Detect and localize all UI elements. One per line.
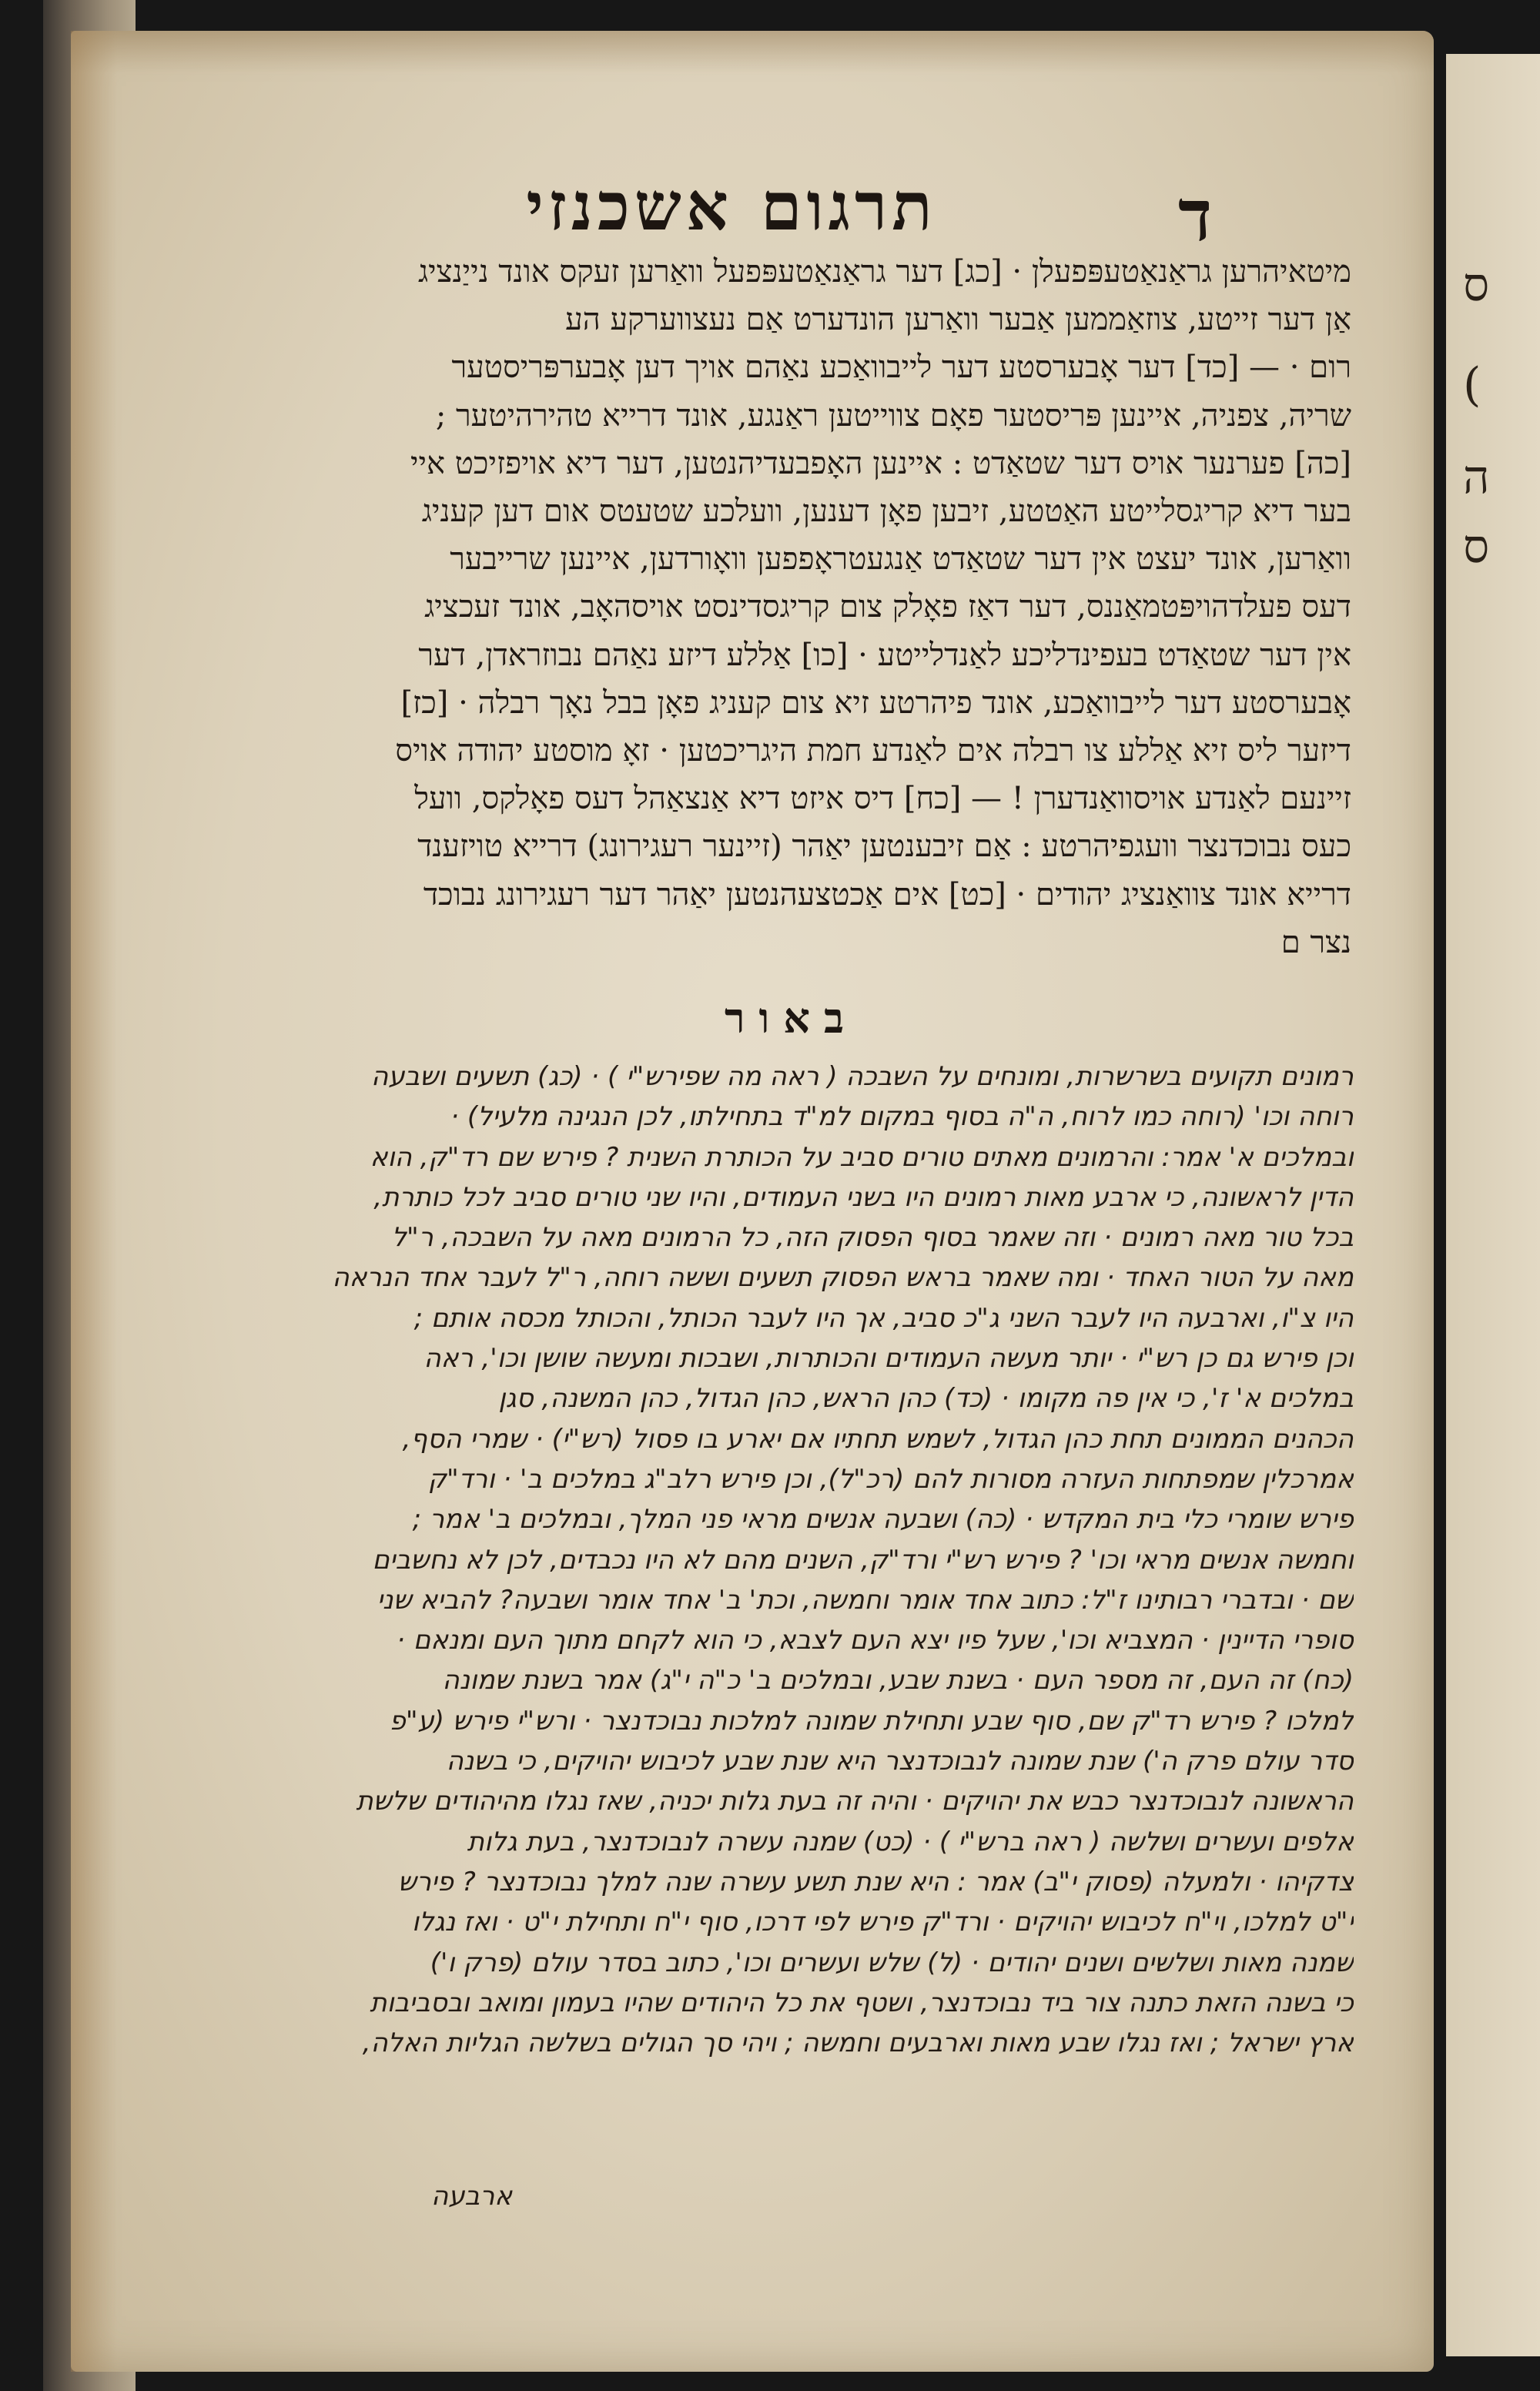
commentary-line: ארץ ישראל ; ואז נגלו שבע מאות וארבעים וחמשה ; ויהי סך הגולים בשלשה הגליות האלה, — [362, 2028, 1354, 2059]
commentary-line: הכהנים הממונים תחת כהן הגדול, לשמש תחתיו אם יארע בו פסול (רש"י) · שמרי הסף, — [402, 1423, 1354, 1455]
page-stain-top — [71, 31, 1434, 73]
translation-line: דיזער ליס זיא אַללע צו רבלה אים לאַנדע חמת היגריכטען · זאָ מוסטע יהודה אויס — [395, 733, 1351, 769]
translation-line: זיינעם לאַנדע אויסוואַנדערן ! — [כח] דיס איזט דיא אַנצאַהל דעס פאָלקס, וועל — [414, 781, 1351, 817]
translation-line: אָבערסטע דער לייבוואַכע, אונד פיהרטע זיא צום קעניג פאָן בבל נאָך רבלה · [כז] — [400, 685, 1351, 721]
next-page-glyph: ס — [1463, 258, 1490, 312]
commentary-line: וחמשה אנשים מראי וכו' ? פירש רש"י ורד"ק, השנים מהם לא היו נכבדים, לכן לא נחשבים — [372, 1544, 1354, 1576]
commentary-line: כי בשנה הזאת כתנה צור ביד נבוכדנצר, ושטף את כל היהודים שהיו בעמון ומואב ובסביבות — [370, 1987, 1354, 2018]
commentary-line: במלכים א' ז', כי אין פה מקומו · (כד) כהן הראש, כהן הגדול, כהן המשנה, סגן — [498, 1383, 1354, 1415]
translation-line: וואַרען, אונד יעצט אין דער שטאַדט אַנגעטראָפפען וואָורדען, איינען שרייבער — [450, 541, 1351, 578]
commentary-heading: באור — [724, 993, 859, 1043]
folio-number: ד — [1178, 174, 1213, 257]
catchword: ארבעה — [431, 2181, 513, 2212]
translation-line: אַן דער זייטע, צוזאַממען אַבער וואַרען הונדערט אַם נעצווערקע הע — [565, 302, 1351, 338]
next-page-glyph: ה — [1463, 450, 1490, 504]
translation-line: שריה, צפניה, איינען פּריסטער פאָם צווייטען ראַנגע, אונד דרייא טהירהיטער ; — [435, 397, 1351, 434]
translation-line: מיטאיהרען גראַנאַטעפּפעלן · [כג] דער גראַנאַטעפּפעל וואַרען זעקס אונד נייַנציג — [417, 254, 1351, 290]
translation-line: בער דיא קריגסלייטע האַטטע, זיבען פאָן דענען, וועלכע שטעטס אום דען קעניג — [421, 494, 1351, 530]
commentary-line: אלפים ועשרים ושלשה ( ראה ברש"י ) · (כט) שמנה עשרה לנבוכדנצר, בעת גלות — [467, 1826, 1354, 1857]
commentary-line: היו צ"ו, וארבעה היו לעבר השני ג"כ סביב, אך היו לעבר הכותל, והכותל מכסה אותם ; — [413, 1302, 1354, 1334]
commentary-line: רמונים תקועים בשרשרות, ומונחים על השבכה ( ראה מה שפירש"י ) · (כג) תשעים ושבעה — [371, 1061, 1354, 1092]
commentary-line: הראשונה לנבוכדנצר כבש את יהויקים · והיה זה בעת גלות יכניה, שאז נגלו מהיהודים שלשת — [356, 1786, 1354, 1817]
next-page-glyph: ס — [1463, 520, 1490, 574]
commentary-line: וכן פירש גם כן רש"י · יותר מעשה העמודים והכותרות, ושבכות ומעשה שושן וכו', ראה — [424, 1343, 1354, 1375]
commentary-line: ובמלכים א' אמר: והרמונים מאתים טורים סביב על הכותרת השנית ? פירש שם רד"ק, הוא — [370, 1141, 1354, 1173]
commentary-line: הדין לראשונה, כי ארבע מאות רמונים היו בשני העמודים, והיו שני טורים סביב לכל כותרת, — [373, 1181, 1354, 1213]
commentary-line: שמנה מאות ושלשים ושנים יהודים · (ל) שלש ועשרים וכו', כתוב בסדר עולם (פרק ו') — [430, 1947, 1354, 1978]
commentary-line: י"ט למלכו, וי"ח לכיבוש יהויקים · ורד"ק פירש לפי דרכו, סוף י"ח ותחילת י"ט · ואז נגלו — [412, 1907, 1354, 1938]
translation-line: נצר ם — [1281, 924, 1351, 960]
translation-line: [כה] פערנער אויס דער שטאַדט : איינען האָפבעדיהנטען, דער דיא אויפזיכט איי — [410, 445, 1351, 481]
commentary-line: שם · ובדברי רבותינו ז"ל: כתוב אחד אומר וחמשה, וכת' ב' אחד אומר ושבעה? להביא שני — [377, 1584, 1354, 1616]
commentary-text-block — [228, 1057, 1354, 2063]
translation-line: רום · — [כד] דער אָבערסטע דער לייבוואַכע נאַהם אויך דען אָבערפּריסטער — [451, 350, 1351, 386]
commentary-line: למלכו ? פירש רד"ק שם, סוף שבע ותחילת שמונה למלכות נבוכדנצר · ורש"י פירש (ע"פ — [389, 1705, 1354, 1736]
commentary-line: סופרי הדיינין · המצביא וכו', שעל פיו יצא העם לצבא, כי הוא לקחם מתוך העם ומנאם · — [397, 1625, 1354, 1656]
translation-text-block — [231, 248, 1351, 966]
translation-line: דעס פעלדהויפּטמאַננס, דער דאַז פאָלק צום קריגסדינסט אויסהאָב, אונד זעכציג — [424, 589, 1351, 625]
running-head-title: תרגום אשכנזי — [526, 168, 937, 246]
commentary-line: צדקיהו · ולמעלה (פסוק י"ב) אמר : היא שנת תשע עשרה שנה למלך נבוכדנצר ? פירש — [397, 1866, 1354, 1897]
commentary-line: מאה על הטור האחד · ומה שאמר בראש הפסוק תשעים וששה רוחה, ר"ל לעבר אחד הנראה — [332, 1262, 1354, 1294]
commentary-line: פירש שומרי כלי בית המקדש · (כה) ושבעה אנשים מראי פני המלך, ובמלכים ב' אמר ; — [412, 1504, 1354, 1535]
translation-line: אין דער שטאַדט בעפינדליכע לאַנדלייטע · [כו] אַללע דיזע נאַהם נבוזראדן, דער — [418, 637, 1351, 673]
commentary-line: סדר עולם פרק ה') שנת שמונה לנבוכדנצר היא שנת שבע לכיבוש יהויקים, כי בשנה — [446, 1746, 1354, 1777]
commentary-line: בכל טור מאה רמונים · וזה שאמר בסוף הפסוק הזה, כל הרמונים מאה על השבכה, ר"ל — [391, 1222, 1354, 1254]
next-page-glyph: ( — [1463, 358, 1481, 412]
next-page-edge — [1446, 54, 1540, 2356]
page-stain-left — [71, 31, 117, 2372]
commentary-line: (כח) זה העם, זה מספר העם · בשנת שבע, ובמלכים ב' כ"ה י"ג) אמר בשנת שמונה — [442, 1665, 1354, 1696]
translation-line: דרייא אונד צוואַנציג יהודים · [כט] אים אַכטצעהנטען יאַהר דער רעגירונג נבוכד — [423, 876, 1351, 913]
translation-line: כעס נבוכדנצר וועגפיהרטע : אַם זיבענטען יאַהר (זיינער רעגירונג) דרייא טויזענד — [417, 829, 1351, 865]
commentary-line: אמרכלין שמפתחות העזרה מסורות להם (רכ"ל), וכן פירש רלב"ג במלכים ב' · ורד"ק — [427, 1463, 1354, 1495]
commentary-line: רוחה וכו' (רוחה כמו לרוח, ה"ה בסוף במקום למ"ד בתחילתו, לכן הנגינה מלעיל) · — [450, 1101, 1354, 1133]
